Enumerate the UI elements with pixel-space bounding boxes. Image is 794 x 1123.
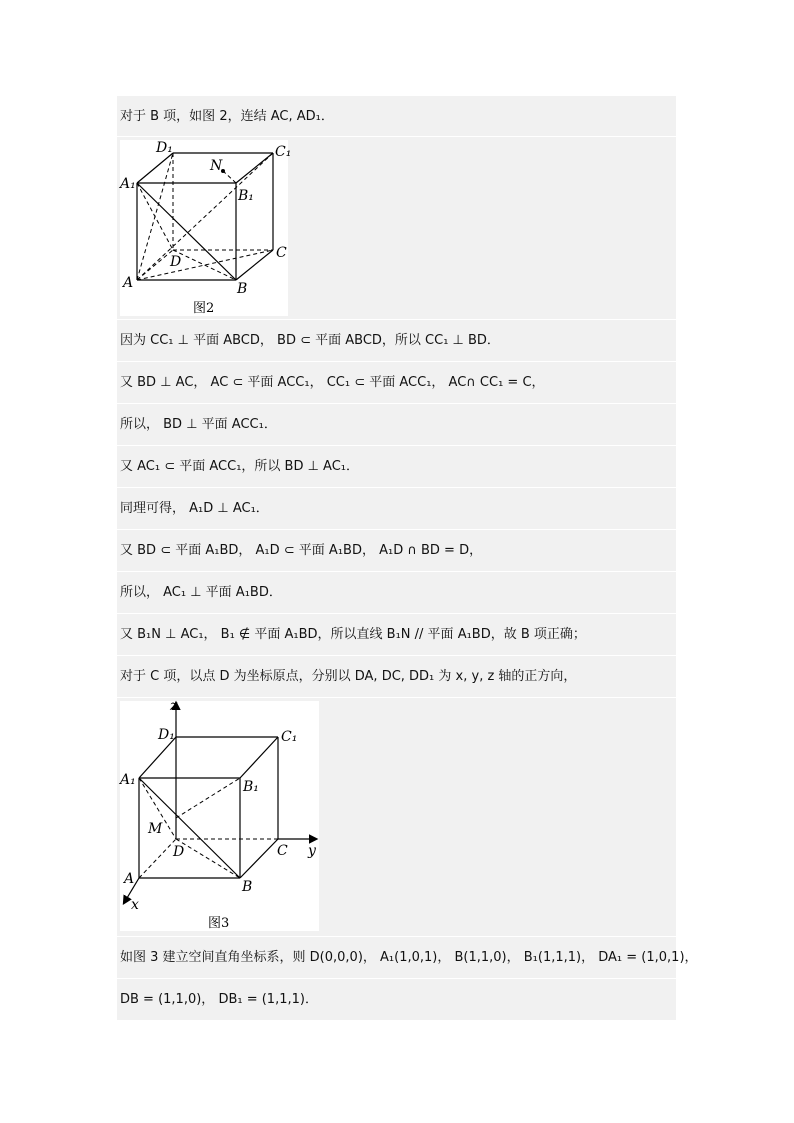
- edge-ac1: [137, 153, 273, 280]
- text-line: 对于 B 项，如图 2，连结 AC, AD₁．: [117, 96, 676, 137]
- label-d: D: [173, 844, 185, 860]
- label-z: z: [170, 698, 178, 714]
- label-d1: D₁: [156, 140, 173, 156]
- text-line: 如图 3 建立空间直角坐标系，则 D(0,0,0)， A₁(1,0,1)， B(1,1,0)， B₁(1,1,1)， DA₁ = (1,0,1)，: [117, 937, 676, 979]
- text-line: 所以， AC₁ ⊥ 平面 A₁BD．: [117, 572, 676, 614]
- edge-a1d1: [137, 153, 173, 183]
- label-a: A: [123, 275, 134, 291]
- text-line: 因为 CC₁ ⊥ 平面 ABCD， BD ⊂ 平面 ABCD，所以 CC₁ ⊥ BD．: [117, 320, 676, 362]
- text-line: 又 BD ⊥ AC， AC ⊂ 平面 ACC₁， CC₁ ⊂ 平面 ACC₁， AC∩ CC₁ = C，: [117, 362, 676, 404]
- text-line: 又 B₁N ⊥ AC₁， B₁ ∉ 平面 A₁BD，所以直线 B₁N // 平面 A₁BD，故 B 项正确；: [117, 614, 676, 656]
- edge-ad: [139, 839, 176, 878]
- label-a: A: [124, 871, 135, 887]
- figure-2: [120, 140, 292, 316]
- figure-3-row: [117, 698, 676, 937]
- figure-3: [120, 698, 319, 931]
- label-n: N: [210, 158, 223, 174]
- cube-diagram-3: [120, 698, 319, 931]
- edge-mb1: [176, 778, 240, 818]
- text-line: 对于 C 项，以点 D 为坐标原点，分别以 DA, DC, DD₁ 为 x, y, z 轴的正方向，: [117, 656, 676, 698]
- label-d1: D₁: [158, 727, 175, 743]
- label-c1: C₁: [281, 729, 298, 745]
- text-line: 所以， BD ⊥ 平面 ACC₁．: [117, 404, 676, 446]
- edge-db: [176, 839, 240, 878]
- label-b1: B₁: [243, 779, 259, 795]
- edge-a1d: [137, 183, 173, 250]
- text-line: 同理可得， A₁D ⊥ AC₁．: [117, 488, 676, 530]
- edge-db: [173, 250, 236, 280]
- document: [117, 96, 698, 1021]
- label-x: x: [131, 897, 139, 913]
- figure-2-caption: 图2: [193, 301, 215, 316]
- cube-diagram-2: [120, 140, 292, 316]
- label-c1: C₁: [275, 144, 292, 160]
- text-line: DB = (1,1,0)， DB₁ = (1,1,1)．: [117, 979, 676, 1021]
- label-a1: A₁: [120, 176, 136, 192]
- label-b1: B₁: [238, 188, 254, 204]
- label-a1: A₁: [120, 772, 136, 788]
- label-d: D: [170, 254, 182, 270]
- text-line: 又 AC₁ ⊂ 平面 ACC₁，所以 BD ⊥ AC₁．: [117, 446, 676, 488]
- edge-bc: [240, 839, 278, 878]
- edge-b1n: [223, 171, 236, 183]
- label-c: C: [276, 245, 287, 261]
- figure-3-caption: 图3: [208, 916, 230, 931]
- label-m: M: [148, 821, 163, 837]
- edge-a1d1: [139, 737, 176, 778]
- label-b: B: [242, 879, 253, 895]
- edge-a1b: [137, 183, 236, 280]
- label-y: y: [308, 843, 316, 859]
- edge-b1c1: [240, 737, 278, 778]
- label-b: B: [237, 281, 248, 297]
- label-c: C: [277, 843, 288, 859]
- text-line: 又 BD ⊂ 平面 A₁BD， A₁D ⊂ 平面 A₁BD， A₁D ∩ BD = D，: [117, 530, 676, 572]
- figure-2-row: [117, 137, 676, 320]
